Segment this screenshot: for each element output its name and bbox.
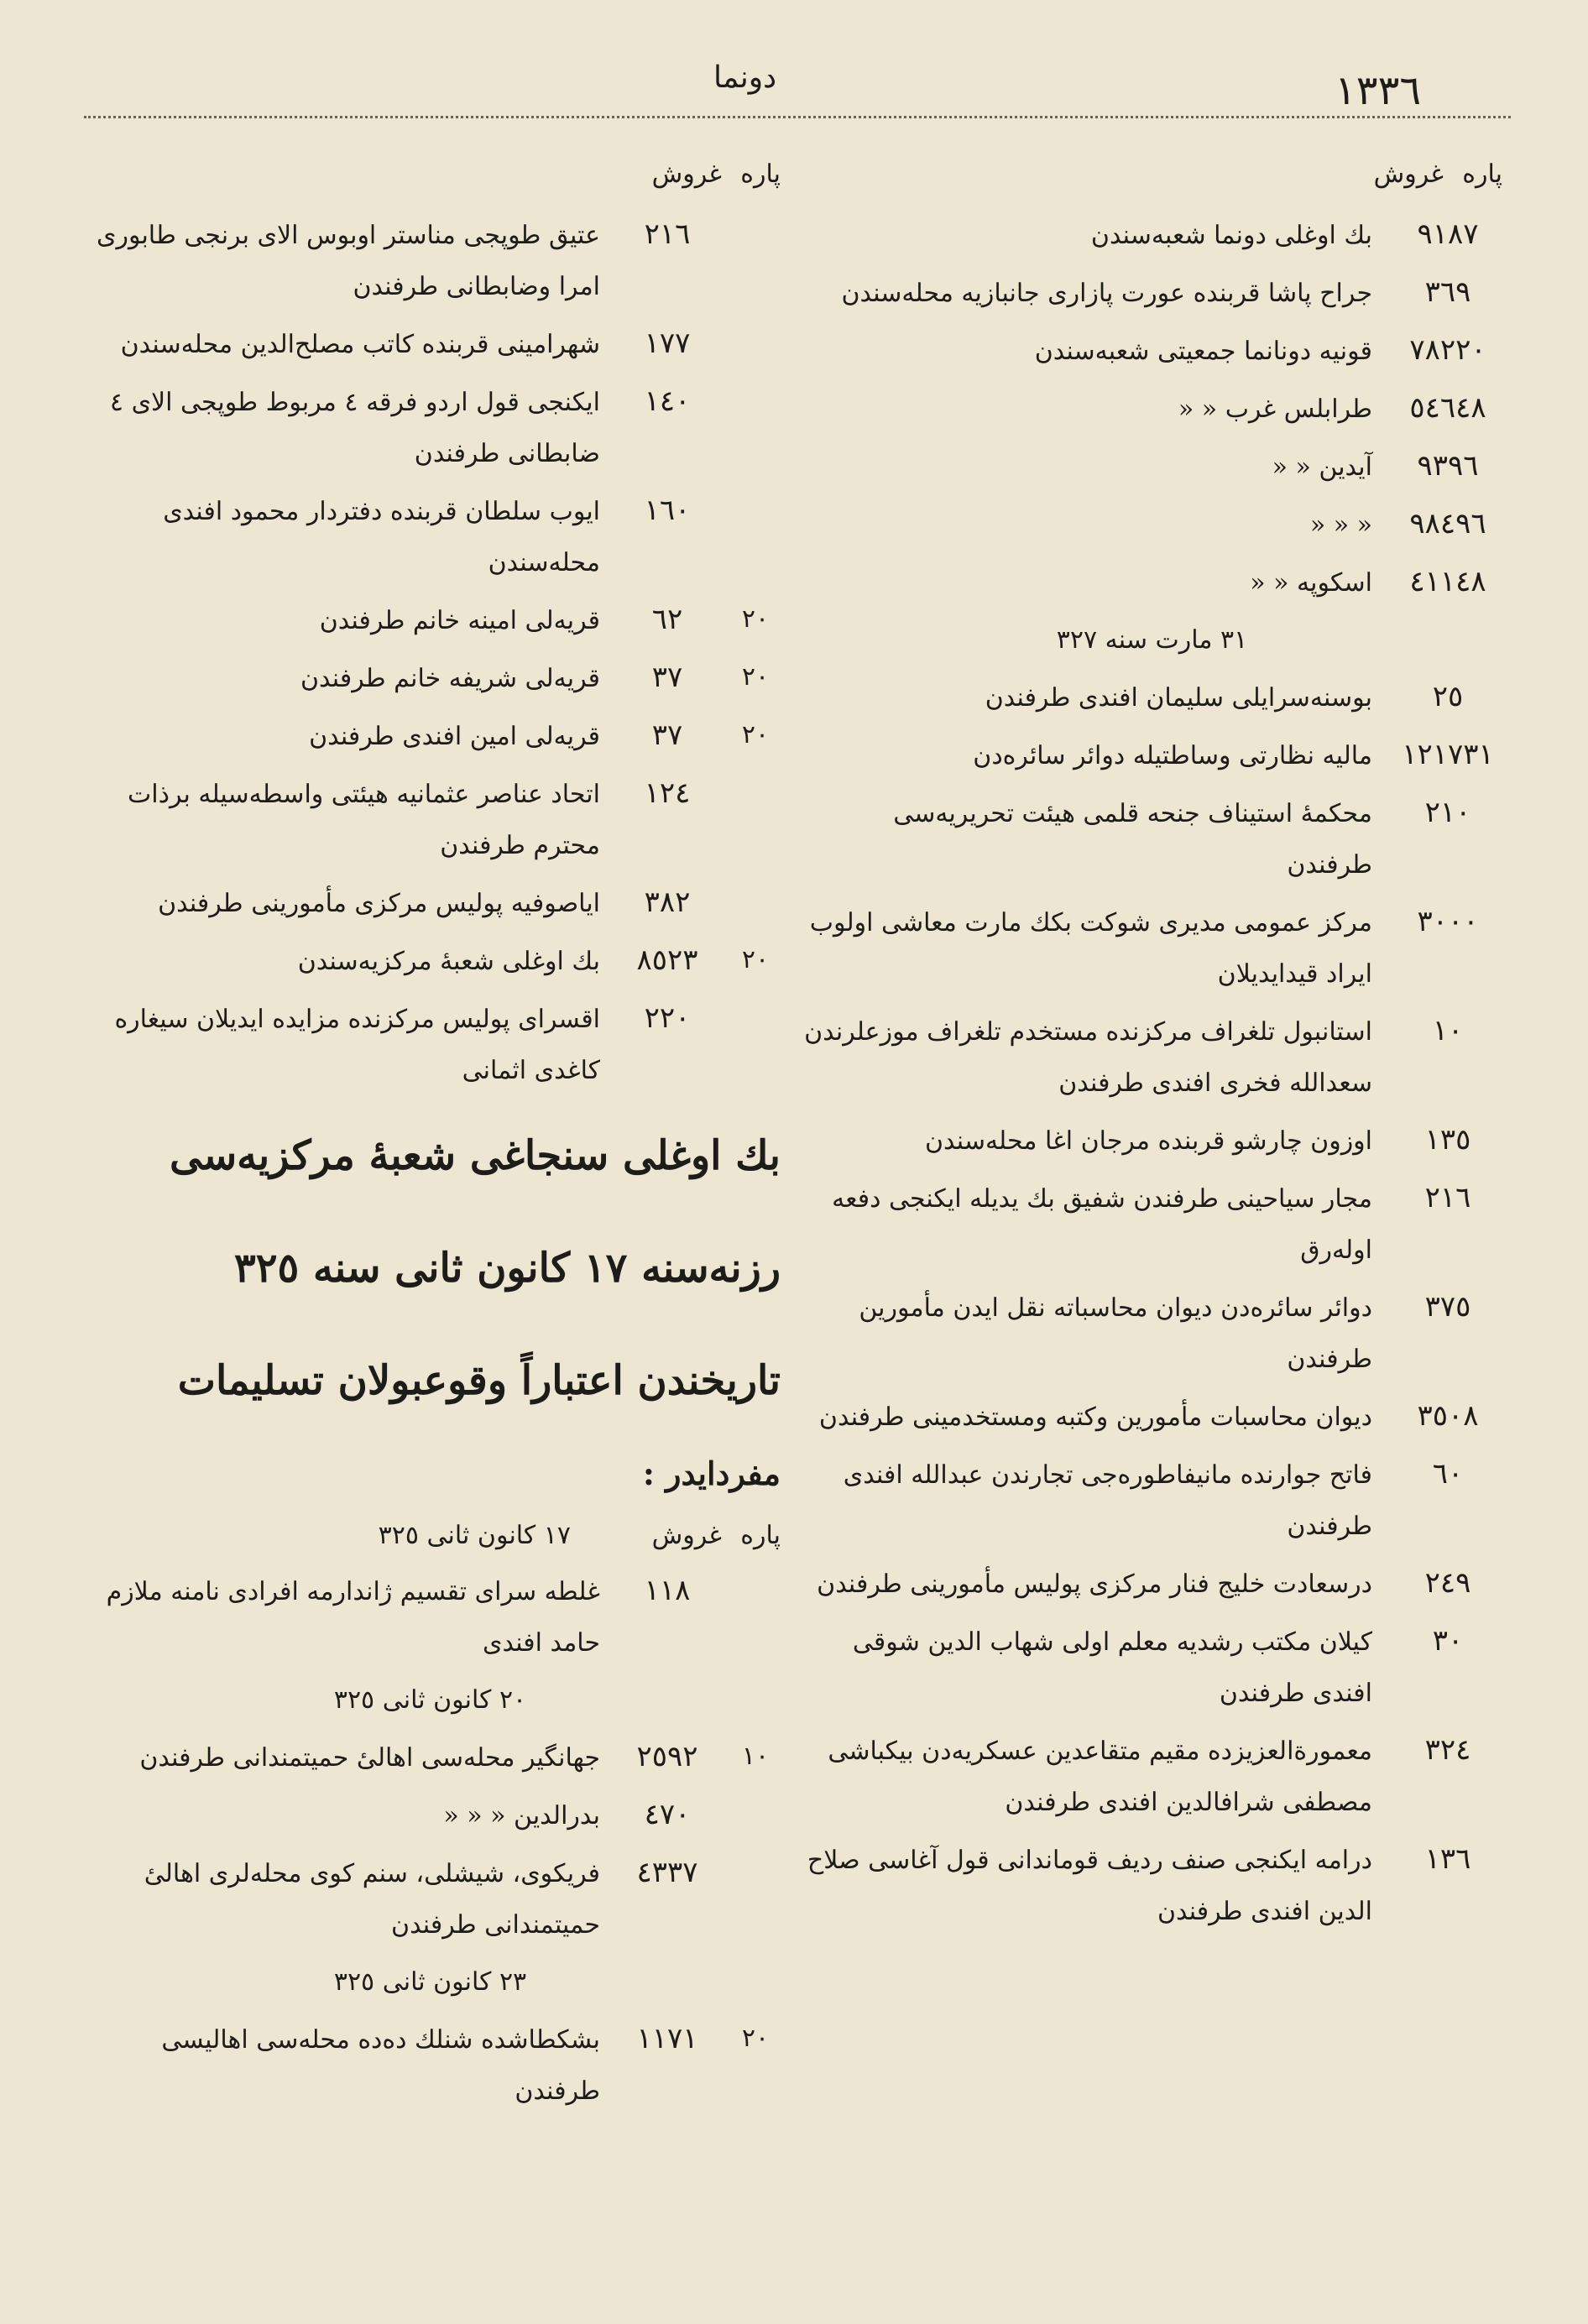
right-entries-b <box>802 672 1502 1937</box>
page-header <box>0 0 1588 118</box>
entry-text: مرکز عمومی مدیری شوکت بکك مارت معاشی اولوب ایراد قیدایدیلان <box>809 908 1372 989</box>
entry-amount: ٢١٦ <box>1424 1181 1471 1214</box>
entry-amount: ١٧٧ <box>644 326 691 360</box>
entry-amount: ١١٨ <box>644 1574 691 1607</box>
entry-amount: ٥٤٦٤٨ <box>1409 391 1486 425</box>
ledger-entry <box>802 897 1502 1000</box>
ledger-entry <box>80 936 781 987</box>
entry-text: ایوب سلطان قربنده دفتردار محمود افندی محله‌سندن <box>163 497 600 577</box>
right-entries-a <box>802 210 1502 608</box>
entry-text: استانبول تلغراف مرکزنده مستخدم تلغراف موزعلرندن سعدالله فخری افندی طرفندن <box>804 1017 1372 1098</box>
ledger-entry <box>80 377 781 479</box>
entry-text: محکمهٔ استیناف جنحه قلمی هیئت تحریریه‌سی طرفندن <box>893 799 1372 880</box>
section-heading-line: بك اوغلی سنجاغی شعبهٔ مرکزیه‌سی <box>169 1132 781 1179</box>
ledger-entry <box>80 319 781 370</box>
ledger-entry <box>80 1790 781 1841</box>
ledger-entry <box>80 994 781 1096</box>
entry-para: ٢٠ <box>741 2024 770 2053</box>
ledger-entry <box>802 672 1502 723</box>
entry-para: ٢٠ <box>741 945 770 974</box>
date-heading: ٢٣ کانون ثانی ٣٢٥ <box>333 1967 527 1997</box>
section-heading-line: مفردایدر : <box>642 1454 781 1492</box>
entry-amount: ٦٠ <box>1432 1457 1464 1491</box>
entry-amount: ١٦٠ <box>644 494 691 527</box>
left-subheader <box>80 1516 781 1566</box>
ledger-entry <box>802 326 1502 377</box>
date-heading: ١٧ کانون ثانی ٣٢٥ <box>378 1521 571 1550</box>
para-header: پاره <box>1462 159 1502 189</box>
entry-amount: ١٣٦ <box>1424 1842 1471 1876</box>
ledger-entry <box>80 1732 781 1783</box>
entry-text: کیلان مکتب رشدیه معلم اولی شهاب الدین شوقی افندی طرفندن <box>852 1627 1372 1708</box>
section-heading-line: رزنه‌سنه ١٧ کانون ثانی سنه ٣٢٥ <box>233 1245 781 1292</box>
ledger-entry <box>80 595 781 646</box>
entry-amount: ٦٢ <box>651 603 683 636</box>
entry-text: قریه‌لی امینه خانم طرفندن <box>319 606 600 635</box>
ledger-entry <box>80 769 781 871</box>
entry-text: بك اوغلی شعبهٔ مرکزیه‌سندن <box>297 947 600 976</box>
gurush-header: غروش <box>651 159 722 189</box>
gurush-header: غروش <box>651 1521 722 1550</box>
ledger-entry <box>80 486 781 588</box>
ledger-entry <box>80 653 781 704</box>
entry-text: قریه‌لی امین افندی طرفندن <box>309 722 600 751</box>
left-entries-b <box>80 1566 781 1669</box>
entry-para: ١٠ <box>741 1742 770 1771</box>
ledger-entry <box>802 1835 1502 1937</box>
entry-text: ایاصوفیه پولیس مرکزی مأمورینی طرفندن <box>158 889 600 918</box>
left-entries-a <box>80 210 781 1096</box>
left-column-header <box>80 151 781 210</box>
entry-amount: ١٣٥ <box>1424 1123 1471 1157</box>
gurush-header: غروش <box>1373 159 1444 189</box>
ledger-entry <box>802 441 1502 493</box>
entry-amount: ٣٨٢ <box>644 885 691 919</box>
entry-text: دیوان محاسبات مأمورین وکتبه ومستخدمینی طرفندن <box>818 1402 1372 1432</box>
entry-amount: ١٢٤ <box>644 776 691 810</box>
ledger-entry <box>802 1726 1502 1828</box>
page-number: ١٣٣٦ <box>1335 67 1422 114</box>
entry-text: آیدین « « <box>1272 452 1372 482</box>
right-column <box>802 151 1502 1944</box>
left-entries-d <box>80 2014 781 2117</box>
entry-amount: ٧٨٢٢٠ <box>1409 333 1486 367</box>
entry-para: ٢٠ <box>741 604 770 634</box>
ledger-entry <box>80 210 781 312</box>
entry-text: فریکوی، شیشلی، سنم کوی محله‌لری اهالیٔ حمیتمندانی طرفندن <box>144 1859 600 1940</box>
entry-text: معمورةالعزیزده مقیم متقاعدین عسکریه‌دن بیکباشی مصطفی شرافالدین افندی طرفندن <box>828 1736 1372 1817</box>
ledger-entry <box>802 1282 1502 1385</box>
entry-text: درسعادت خلیج فنار مرکزی پولیس مأمورینی طرفندن <box>817 1569 1372 1599</box>
entry-text: اوزون چارشو قربنده مرجان اغا محله‌سندن <box>925 1126 1372 1156</box>
entry-text: « « « <box>1309 510 1372 540</box>
header-divider <box>84 116 1511 118</box>
ledger-entry <box>80 1848 781 1951</box>
section-heading <box>80 1103 781 1507</box>
entry-amount: ٢٥ <box>1432 680 1464 713</box>
entry-amount: ٣٦٩ <box>1424 275 1471 309</box>
entry-amount: ٣٠ <box>1432 1624 1464 1658</box>
entry-amount: ٤١١٤٨ <box>1409 565 1486 598</box>
ledger-entry <box>80 878 781 929</box>
entry-text: بوسنه‌سرایلی سلیمان افندی طرفندن <box>985 683 1372 713</box>
entry-amount: ٢٢٠ <box>644 1001 691 1035</box>
entry-amount: ٢١٠ <box>1424 796 1471 829</box>
entry-text: مجار سیاحینی طرفندن شفیق بك یدیله ایکنجی دفعه اوله‌رق <box>832 1184 1372 1265</box>
entry-text: درامه ایکنجی صنف ردیف قوماندانی قول آغاسی صلاح الدین افندی طرفندن <box>807 1846 1372 1926</box>
ledger-entry <box>802 210 1502 261</box>
entry-text: بك اوغلى دونما شعبه‌سندن <box>1090 221 1372 250</box>
ledger-entry <box>80 1566 781 1669</box>
ledger-entry <box>802 1115 1502 1167</box>
entry-amount: ٣٠٠٠ <box>1417 905 1479 938</box>
ledger-entry <box>802 1006 1502 1109</box>
ledger-entry <box>80 711 781 762</box>
entry-amount: ٢١٦ <box>644 217 691 251</box>
date-heading: ٢٠ کانون ثانی ٣٢٥ <box>333 1685 527 1715</box>
entry-amount: ١١٧١ <box>636 2022 698 2055</box>
date-heading: ٣١ مارت سنه ٣٢٧ <box>1056 625 1248 655</box>
entry-text: اسکوپه « « <box>1250 568 1372 598</box>
entry-para: ٢٠ <box>741 720 770 749</box>
ledger-entry <box>802 1392 1502 1443</box>
running-head: دونما <box>713 60 777 95</box>
ledger-entry <box>802 730 1502 781</box>
ledger-entry <box>802 499 1502 551</box>
entry-text: ایکنجی قول اردو فرقه ٤ مربوط طوپجی الای ٤ ضابطانی طرفندن <box>109 388 600 468</box>
left-entries-c <box>80 1732 781 1951</box>
entry-amount: ٣٧ <box>651 661 683 694</box>
entry-amount: ١٤٠ <box>644 384 691 418</box>
para-header: پاره <box>740 1521 781 1550</box>
entry-text: دوائر سائره‌دن دیوان محاسباته نقل ایدن مأمورین طرفندن <box>859 1293 1372 1374</box>
entry-text: جراح پاشا قربنده عورت پازاری جانبازیه محله‌سندن <box>841 279 1372 308</box>
entry-amount: ٣٧٥ <box>1424 1290 1471 1324</box>
entry-para: ٢٠ <box>741 662 770 692</box>
ledger-entry <box>802 1559 1502 1610</box>
left-column <box>80 151 781 2123</box>
ledger-entry <box>802 788 1502 890</box>
entry-text: جهانگیر محله‌سی اهالیٔ حمیتمندانی طرفندن <box>139 1743 600 1773</box>
entry-amount: ٤٣٣٧ <box>636 1856 698 1889</box>
ledger-entry <box>802 557 1502 608</box>
ledger-entry <box>80 2014 781 2117</box>
entry-text: فاتح جوارنده مانیفاطوره‌جی تجارندن عبدالله افندی طرفندن <box>843 1460 1372 1541</box>
entry-amount: ٩٣٩٦ <box>1417 449 1479 483</box>
ledger-entry <box>802 1173 1502 1276</box>
entry-text: شهرامینی قربنده کاتب مصلح‌الدین محله‌سندن <box>120 330 600 359</box>
entry-amount: ٢٥٩٢ <box>636 1740 698 1773</box>
entry-text: غلطه سرای تقسیم ژاندارمه افرادی نامنه ملازم حامد افندی <box>106 1577 600 1658</box>
entry-amount: ١٢١٧٣١ <box>1402 738 1494 771</box>
section-heading-line: تاریخندن اعتباراً وقوعبولان تسلیمات <box>177 1357 781 1404</box>
ledger-entry <box>802 268 1502 319</box>
entry-text: اتحاد عناصر عثمانیه هیئتی واسطه‌سیله برذات محترم طرفندن <box>128 780 600 860</box>
entry-amount: ٣٥٠٨ <box>1417 1399 1479 1433</box>
entry-amount: ٩٨٤٩٦ <box>1409 507 1486 541</box>
ledger-entry <box>802 1616 1502 1719</box>
right-column-header <box>802 151 1502 210</box>
ledger-entry <box>802 384 1502 435</box>
entry-amount: ١٠ <box>1432 1014 1464 1047</box>
entry-text: قونیه دونانما جمعیتی شعبه‌سندن <box>1034 337 1372 366</box>
entry-text: اقسرای پولیس مرکزنده مزایده ایدیلان سیغاره کاغدی اثمانی <box>114 1005 600 1085</box>
entry-text: بشکطاشده شنلك ده‌ده محله‌سی اهالیسی طرفندن <box>161 2025 600 2106</box>
entry-amount: ٩١٨٧ <box>1417 217 1479 251</box>
entry-amount: ٣٢٤ <box>1424 1733 1471 1767</box>
entry-amount: ٢٤٩ <box>1424 1566 1471 1600</box>
ledger-entry <box>802 1449 1502 1552</box>
entry-text: عتیق طوپجی مناستر اوبوس الای برنجی طابوری امرا وضابطانی طرفندن <box>96 221 600 301</box>
entry-amount: ٣٧ <box>651 718 683 752</box>
entry-text: بدرالدین « « « <box>443 1801 600 1830</box>
entry-text: مالیه نظارتی وساطتیله دوائر سائره‌دن <box>973 741 1372 770</box>
para-header: پاره <box>740 159 781 189</box>
entry-text: طرابلس غرب « « <box>1178 394 1372 424</box>
entry-amount: ٨٥٢٣ <box>636 943 698 977</box>
entry-text: قریه‌لی شریفه خانم طرفندن <box>300 664 600 693</box>
entry-amount: ٤٧٠ <box>644 1798 691 1831</box>
